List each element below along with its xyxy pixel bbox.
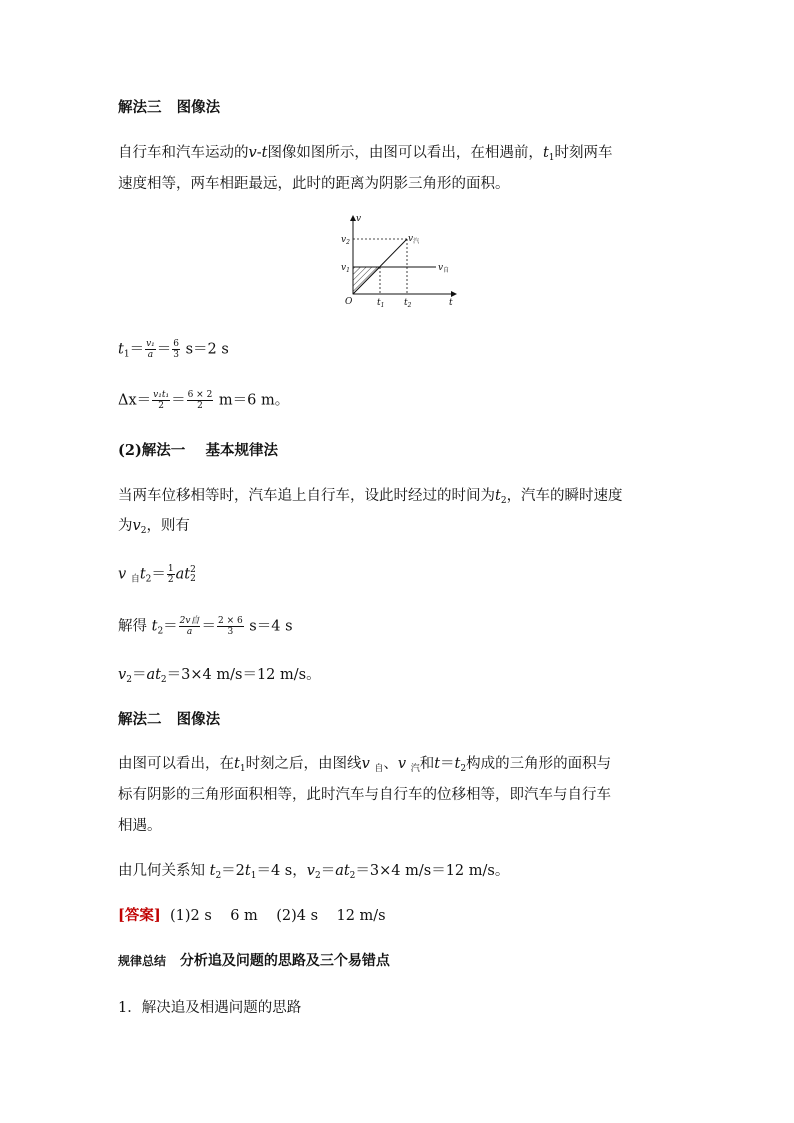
t1-label: $t_1$ — [377, 298, 385, 308]
answer-line: [答案] (1)2 s 6 m (2)4 s 12 m/s — [118, 907, 386, 924]
bike-line-label: $v_自$ — [438, 263, 450, 274]
origin-label: O — [345, 297, 353, 307]
v-axis-label: v — [356, 214, 362, 224]
equation-solve-t2: 解得 $t_2=$ $\frac{\text{2v自}}{a}$ ＝ $\frac{2 \times 6}{3}$ s＝4 s — [118, 616, 293, 637]
section-heading-method2: 解法二 图像法 — [118, 711, 221, 728]
v2-label: $v_2$ — [341, 235, 350, 246]
car-line-label: $v_汽$ — [408, 234, 420, 245]
section-heading-method3: 解法三 图像法 — [118, 99, 221, 116]
paragraph-intro-line2: 速度相等，两车相距最远，此时的距离为阴影三角形的面积。 — [118, 176, 510, 192]
paragraph-geometry: 由几何关系知 $t_2=2t_1=4$ s，$v_2=at_2=3\times 4$ m/s＝12 m/s。 — [118, 863, 510, 881]
paragraph-method2-line2: 标有阴影的三角形面积相等，此时汽车与自行车的位移相等，即汽车与自行车 — [118, 787, 611, 803]
t2-label: $t_2$ — [404, 298, 412, 308]
vt-graph-figure — [336, 212, 462, 308]
paragraph-part2-line2: 为$v_2$，则有 — [118, 518, 190, 536]
equation-delta-x: Δx＝ $\frac{\text{v₁t₁}}{2}$ ＝ $\frac{6 \times 2}{2}$ m＝6 m。 — [118, 390, 290, 411]
v1-label: $v_1$ — [341, 263, 350, 274]
summary-heading — [118, 951, 390, 971]
list-item-1: 1．解决追及相遇问题的思路 — [118, 1000, 302, 1016]
paragraph-method2-line1: 由图可以看出，在$t_1$时刻之后，由图线v $_自$、v $_汽$和$t=t_2$构成的三角形的面积与 — [118, 756, 612, 774]
summary-title: 分析追及问题的思路及三个易错点 — [179, 953, 390, 969]
equation-v2: $v_2=at_2=3\times 4$ m/s＝12 m/s。 — [118, 667, 321, 685]
t-axis-label: t — [449, 298, 453, 308]
section-heading-part2-method1: (2)解法一 基本规律法 — [118, 442, 279, 459]
summary-tag: 规律总结 — [118, 954, 167, 968]
paragraph-intro-line1: 自行车和汽车运动的v-t图像如图所示，由图可以看出，在相遇前，$t_1$时刻两车 — [118, 145, 613, 163]
equation-t1: $t_1=$ $\frac{\text{v₁}}{a}$ ＝ $\frac{6}{3}$ s＝2 s — [118, 339, 229, 360]
paragraph-part2-line1: 当两车位移相等时，汽车追上自行车，设此时经过的时间为$t_2$，汽车的瞬时速度 — [118, 488, 623, 506]
equation-displacement: v $_自t_2=$ $\frac{1}{2}$ at 2 2 — [118, 564, 196, 585]
paragraph-method2-line3: 相遇。 — [118, 818, 162, 834]
answer-tag: [答案] — [118, 907, 161, 924]
